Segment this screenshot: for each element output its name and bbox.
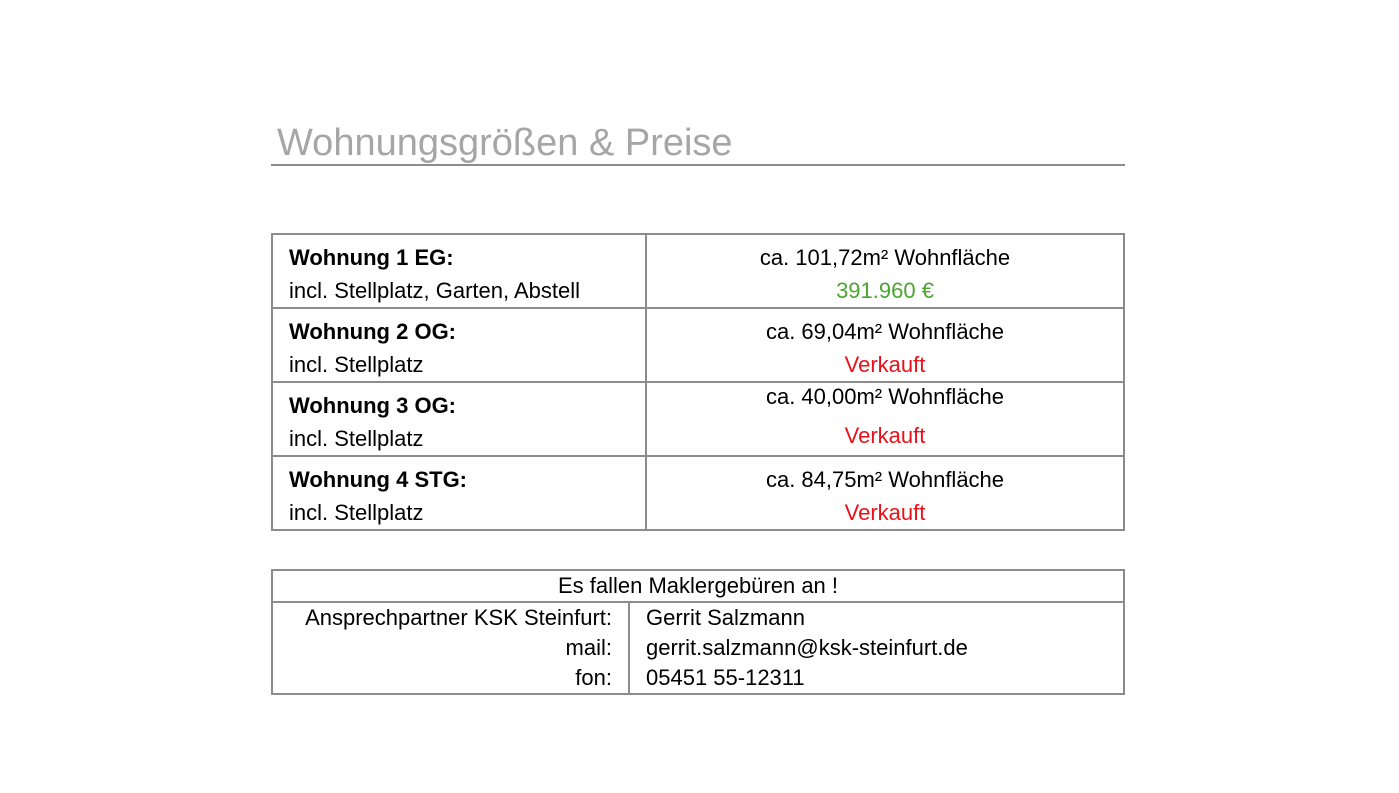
unit-details-cell [646, 234, 1124, 308]
unit-details-cell [646, 382, 1124, 456]
commission-notice: Es fallen Maklergebüren an ! [272, 570, 1124, 602]
contact-mail: gerrit.salzmann@ksk-steinfurt.de [646, 635, 968, 660]
unit-status: Verkauft [844, 500, 926, 525]
unit-includes: incl. Stellplatz, Garten, Abstell [289, 278, 581, 303]
contact-person: Gerrit Salzmann [646, 605, 805, 630]
table-row [272, 234, 1124, 308]
unit-details-cell [646, 456, 1124, 530]
unit-area: ca. 84,75m² Wohnfläche [765, 467, 1005, 492]
unit-description-cell [272, 456, 646, 530]
title-divider [271, 164, 1125, 166]
unit-name: Wohnung 4 STG: [289, 467, 468, 492]
unit-description-cell [272, 382, 646, 456]
unit-area: ca. 40,00m² Wohnfläche [765, 384, 1005, 409]
contact-table [271, 569, 1125, 695]
unit-status: Verkauft [844, 352, 926, 377]
unit-includes: incl. Stellplatz [289, 426, 424, 451]
units-table [271, 233, 1125, 531]
table-row [272, 602, 1124, 694]
unit-includes: incl. Stellplatz [289, 500, 424, 525]
contact-phone-label: fon: [575, 665, 612, 690]
unit-status: Verkauft [844, 423, 926, 448]
unit-includes: incl. Stellplatz [289, 352, 424, 377]
unit-name: Wohnung 3 OG: [289, 393, 457, 418]
contact-values-cell [629, 602, 1124, 694]
table-row [272, 382, 1124, 456]
unit-price: 391.960 € [836, 278, 934, 303]
contact-labels-cell [272, 602, 629, 694]
page-title: Wohnungsgrößen & Preise [277, 122, 733, 164]
unit-name: Wohnung 1 EG: [289, 245, 454, 270]
unit-details-cell [646, 308, 1124, 382]
contact-phone: 05451 55-12311 [646, 665, 805, 690]
unit-description-cell [272, 308, 646, 382]
unit-area: ca. 69,04m² Wohnfläche [765, 319, 1005, 344]
unit-description-cell [272, 234, 646, 308]
unit-name: Wohnung 2 OG: [289, 319, 457, 344]
table-row [272, 308, 1124, 382]
unit-area: ca. 101,72m² Wohnfläche [759, 245, 1011, 270]
table-row [272, 456, 1124, 530]
table-row [272, 570, 1124, 602]
contact-mail-label: mail: [565, 635, 612, 660]
contact-person-label: Ansprechpartner KSK Steinfurt: [305, 605, 612, 630]
